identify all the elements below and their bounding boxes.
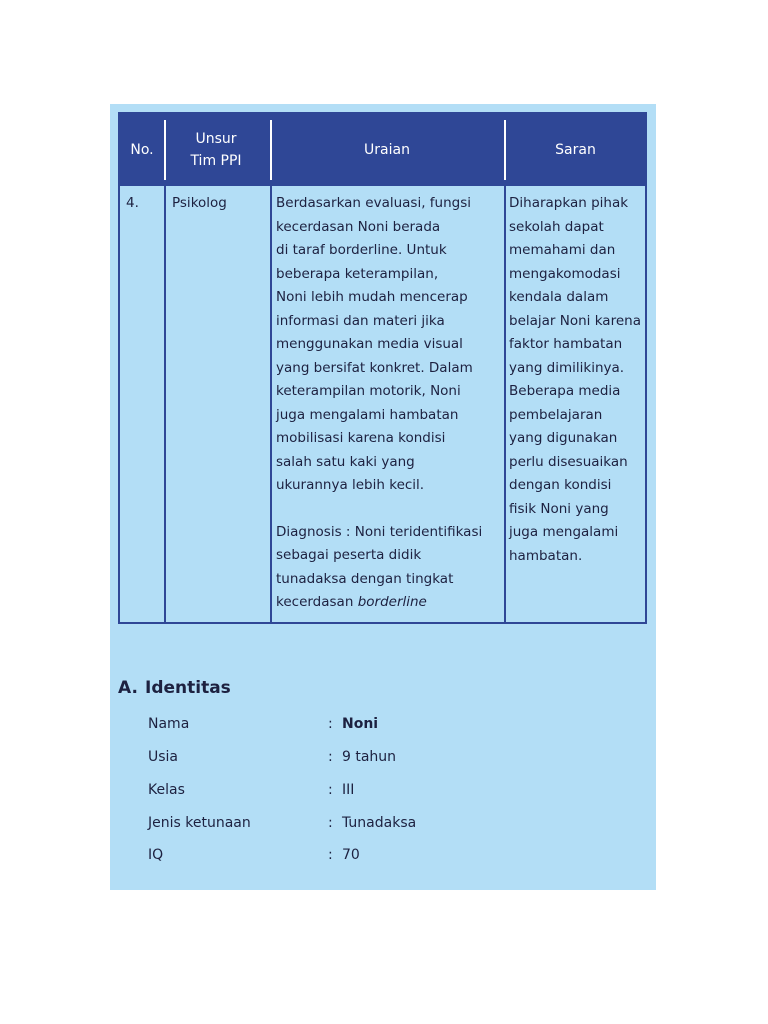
section-letter: A. xyxy=(118,678,138,698)
saran-line: hambatan. xyxy=(509,547,583,564)
uraian-line: kecerdasan Noni berada xyxy=(276,218,441,235)
identity-value: III xyxy=(342,782,355,798)
saran-line: yang dimilikinya. xyxy=(509,359,625,376)
identity-value: 9 tahun xyxy=(342,749,397,765)
saran-line: dengan kondisi xyxy=(509,477,612,493)
saran-line: kendala dalam xyxy=(509,289,609,305)
diagnosis-line: Diagnosis : Noni teridentifikasi xyxy=(276,523,483,540)
identity-label: Nama xyxy=(148,716,190,732)
diagnosis-italic: borderline xyxy=(357,594,427,610)
header-unsur-line1: Unsur xyxy=(195,131,237,147)
identity-value: 70 xyxy=(342,847,360,863)
identity-row-iq xyxy=(148,847,360,863)
identity-row-jenis-ketunaan xyxy=(148,815,416,831)
identity-row-nama xyxy=(148,716,378,732)
cell-no: 4. xyxy=(126,195,139,211)
saran-line: yang digunakan xyxy=(509,430,618,446)
column-divider xyxy=(164,186,166,622)
identity-row-kelas xyxy=(148,782,354,798)
saran-line: sekolah dapat xyxy=(509,218,604,235)
identity-label: Usia xyxy=(148,749,179,765)
saran-line: juga mengalami xyxy=(509,524,619,540)
uraian-line: menggunakan media visual xyxy=(276,336,463,352)
cell-uraian xyxy=(276,192,502,615)
section-title: Identitas xyxy=(145,678,231,698)
identity-colon: : xyxy=(328,716,333,732)
cell-saran xyxy=(509,192,647,568)
saran-line: memahami dan xyxy=(509,242,616,258)
uraian-line: beberapa keterampilan, xyxy=(276,265,439,282)
identity-label: IQ xyxy=(148,847,164,863)
identity-value: Tunadaksa xyxy=(342,815,417,831)
saran-line: perlu disesuaikan xyxy=(509,453,628,470)
header-unsur xyxy=(166,114,266,186)
saran-line: Diharapkan pihak xyxy=(509,195,629,211)
saran-line: pembelajaran xyxy=(509,406,603,423)
column-divider xyxy=(270,186,272,622)
uraian-line: juga mengalami hambatan xyxy=(276,406,459,423)
identity-label: Kelas xyxy=(148,782,185,798)
diagnosis-line: tunadaksa dengan tingkat xyxy=(276,570,454,587)
ppi-table xyxy=(118,112,647,624)
column-divider xyxy=(504,186,506,622)
diagnosis-prefix: kecerdasan xyxy=(276,594,358,610)
identity-value: Noni xyxy=(342,716,379,732)
cell-unsur: Psikolog xyxy=(172,195,227,211)
uraian-line: di taraf borderline. Untuk xyxy=(276,242,447,258)
identity-colon: : xyxy=(328,749,333,765)
diagnosis-line xyxy=(276,591,502,615)
saran-line: Beberapa media xyxy=(509,383,621,399)
uraian-line: informasi dan materi jika xyxy=(276,312,445,329)
uraian-line: mobilisasi karena kondisi xyxy=(276,430,446,446)
table-header xyxy=(120,114,645,186)
saran-line: belajar Noni karena xyxy=(509,312,641,329)
uraian-line: salah satu kaki yang xyxy=(276,453,415,470)
uraian-line: yang bersifat konkret. Dalam xyxy=(276,359,473,376)
section-heading-identitas xyxy=(118,678,231,698)
identity-row-usia xyxy=(148,749,396,765)
saran-line: mengakomodasi xyxy=(509,265,621,282)
header-saran: Saran xyxy=(555,142,596,158)
uraian-line: Berdasarkan evaluasi, fungsi xyxy=(276,195,472,211)
paragraph-gap xyxy=(276,498,502,521)
uraian-line: keterampilan motorik, Noni xyxy=(276,383,461,399)
saran-line: faktor hambatan xyxy=(509,336,623,352)
identity-colon: : xyxy=(328,815,333,831)
uraian-line: Noni lebih mudah mencerap xyxy=(276,289,468,305)
uraian-line: ukurannya lebih kecil. xyxy=(276,477,425,493)
identity-colon: : xyxy=(328,847,333,863)
saran-line: fisik Noni yang xyxy=(509,500,609,517)
identity-label: Jenis ketunaan xyxy=(148,815,251,831)
document-panel xyxy=(110,104,656,890)
header-uraian: Uraian xyxy=(364,142,410,158)
header-no: No. xyxy=(130,142,154,158)
diagnosis-line: sebagai peserta didik xyxy=(276,547,422,563)
identity-colon: : xyxy=(328,782,333,798)
header-unsur-line2: Tim PPI xyxy=(190,153,242,169)
